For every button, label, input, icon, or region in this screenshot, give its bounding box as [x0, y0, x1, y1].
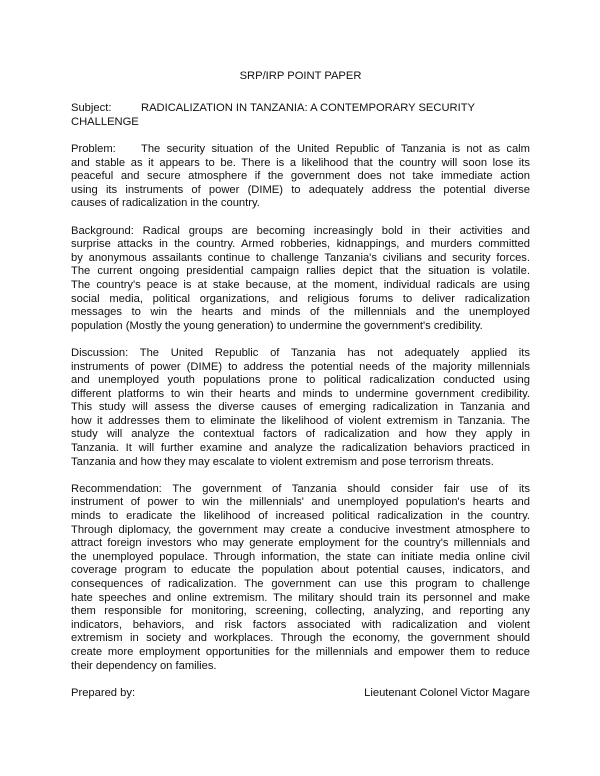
- line-text: how it addresses them to eliminate the likelihood of violent extremism in Tanzania. The: [71, 414, 530, 427]
- line-text: Through diplomacy, the government may create a conducive investment atmosphere to: [71, 523, 530, 536]
- line-text: consequences of radicalization. The government can use this program to challenge: [71, 578, 530, 590]
- line-text: hate speeches and online extremism. The military should train its personnel and make: [71, 591, 530, 604]
- section-label: Discussion:: [71, 346, 129, 359]
- paragraph-line: [71, 483, 530, 497]
- line-text: the unemployed populace. Through information, the state can initiate media online civil: [71, 550, 530, 563]
- line-text: their dependency on families.: [71, 659, 217, 672]
- section-label: Background:: [71, 224, 134, 237]
- paragraph-line: [71, 510, 530, 524]
- paragraph-line: [71, 592, 530, 606]
- paragraph-line: [71, 646, 530, 660]
- line-text: minds to eradicate the likelihood of increased political radicalization in the country.: [71, 510, 530, 523]
- paragraph-line: [71, 605, 530, 619]
- paragraph-line: [71, 143, 530, 157]
- line-text: and stable as it appears to be. There is a likelihood that the country will soon lose its: [71, 156, 530, 169]
- paragraph-line: [71, 225, 530, 239]
- line-text: The current ongoing presidential campaign rallies depict that the situation is volatile.: [71, 265, 530, 278]
- signature-line: [71, 687, 530, 701]
- paragraph-line: [71, 170, 530, 184]
- line-text: population (Mostly the young generation) to undermine the government's credibility.: [71, 319, 483, 332]
- paragraph-line: [71, 252, 530, 266]
- paragraph-line: [71, 660, 530, 674]
- subject-label: Subject:: [71, 102, 112, 114]
- paragraph-line: [71, 456, 530, 470]
- paragraph-line: [71, 197, 530, 211]
- line-text: social media, political organizations, and religious forums to deliver radicalization: [71, 292, 530, 305]
- paragraph-line: [71, 279, 530, 293]
- line-text: them responsible for monitoring, screening, collecting, analyzing, and reporting any: [71, 605, 530, 618]
- paragraph-line: [71, 524, 530, 538]
- line-text: The country's peace is at stake because, at the moment, individual radicals are using: [71, 278, 530, 291]
- paragraph-line: [71, 306, 530, 320]
- section-label: Problem:: [71, 143, 116, 155]
- document-title: SRP/IRP POINT PAPER: [239, 70, 362, 82]
- line-text: The security situation of the United Republic of Tanzania is not as calm: [141, 143, 530, 155]
- section-discussion: [71, 347, 530, 469]
- line-text: instruments of power (DIME) to address the potential needs of the majority millennials: [71, 360, 530, 373]
- line-text: by anonymous assailants continue to challenge Tanzania's civilians and security forces.: [71, 251, 530, 264]
- paragraph-line: [71, 320, 530, 334]
- paragraph-line: [71, 415, 530, 429]
- paragraph-line: [71, 619, 530, 633]
- line-text: The United Republic of Tanzania has not adequately applied its: [139, 346, 530, 359]
- line-text: indicators, behaviors, and risk factors associated with radicalization and violent: [71, 618, 530, 631]
- line-text: Tanzania and how they may escalate to violent extremism and pose terrorism threats.: [71, 455, 494, 468]
- author-name: Lieutenant Colonel Victor Magare: [364, 686, 530, 699]
- paragraph-line: [71, 184, 530, 198]
- paragraph-line: [71, 578, 530, 592]
- paragraph-line: [71, 428, 530, 442]
- subject-block: [71, 102, 530, 129]
- paragraph-line: [71, 374, 530, 388]
- subject-text: RADICALIZATION IN TANZANIA: A CONTEMPORARY SECURITY: [141, 102, 476, 114]
- line-text: instrument of power to win the millennials' and unemployed population's hearts and: [71, 496, 530, 509]
- paragraph-line: [71, 361, 530, 375]
- line-text: This study will assess the diverse causes of emerging radicalization in Tanzania and: [71, 401, 530, 414]
- paragraph-line: [71, 564, 530, 578]
- line-text: messages to win the hearts and minds of the millennials and the unemployed: [71, 306, 530, 319]
- line-text: create more employment opportunities for the millennials and empower them to reduce: [71, 645, 530, 658]
- paragraph-line: [71, 388, 530, 402]
- subject-line: [71, 102, 530, 116]
- line-text: using its instruments of power (DIME) to adequately address the potential diverse: [71, 183, 530, 196]
- paragraph-line: [71, 293, 530, 307]
- line-text: causes of radicalization in the country.: [71, 197, 260, 210]
- line-text: study will analyze the contextual factors of radicalization and how they apply in: [71, 428, 530, 441]
- line-text: different platforms to win their hearts and minds to undermine government credibility.: [71, 387, 530, 400]
- paragraph-line: [71, 238, 530, 252]
- line-text: peaceful and secure atmosphere if the government does not take immediate action: [71, 170, 530, 183]
- paragraph-line: [71, 442, 530, 456]
- line-text: attract foreign investors who may generate employment for the country's millennials and: [71, 537, 530, 550]
- line-text: The government of Tanzania should consider fair use of its: [172, 482, 531, 495]
- paragraph-line: [71, 632, 530, 646]
- paragraph-line: [71, 537, 530, 551]
- section-label: Recommendation:: [71, 482, 162, 495]
- document-body: [71, 143, 530, 700]
- paragraph-line: [71, 265, 530, 279]
- line-text: surprise attacks in the country. Armed robberies, kidnappings, and murders committed: [71, 238, 530, 251]
- section-recommendation: [71, 483, 530, 673]
- paragraph-line: [71, 157, 530, 171]
- prepared-by-label: Prepared by:: [71, 686, 136, 699]
- line-text: and unemployed youth populations prone to political radicalization conducted using: [71, 374, 530, 387]
- paragraph-line: [71, 551, 530, 565]
- line-text: Radical groups are becoming increasingly bold in their activities and: [142, 224, 530, 237]
- line-text: Tanzania. It will further examine and analyze the radicalization behaviors practiced in: [71, 442, 530, 455]
- section-background: [71, 225, 530, 334]
- subject-line: CHALLENGE: [71, 115, 139, 128]
- paragraph-line: [71, 347, 530, 361]
- line-text: coverage program to educate the population about potential causes, indicators, and: [71, 564, 530, 577]
- paragraph-line: [71, 496, 530, 510]
- line-text: extremism in society and workplaces. Through the economy, the government should: [71, 632, 530, 645]
- paragraph-line: [71, 401, 530, 415]
- section-problem: [71, 143, 530, 211]
